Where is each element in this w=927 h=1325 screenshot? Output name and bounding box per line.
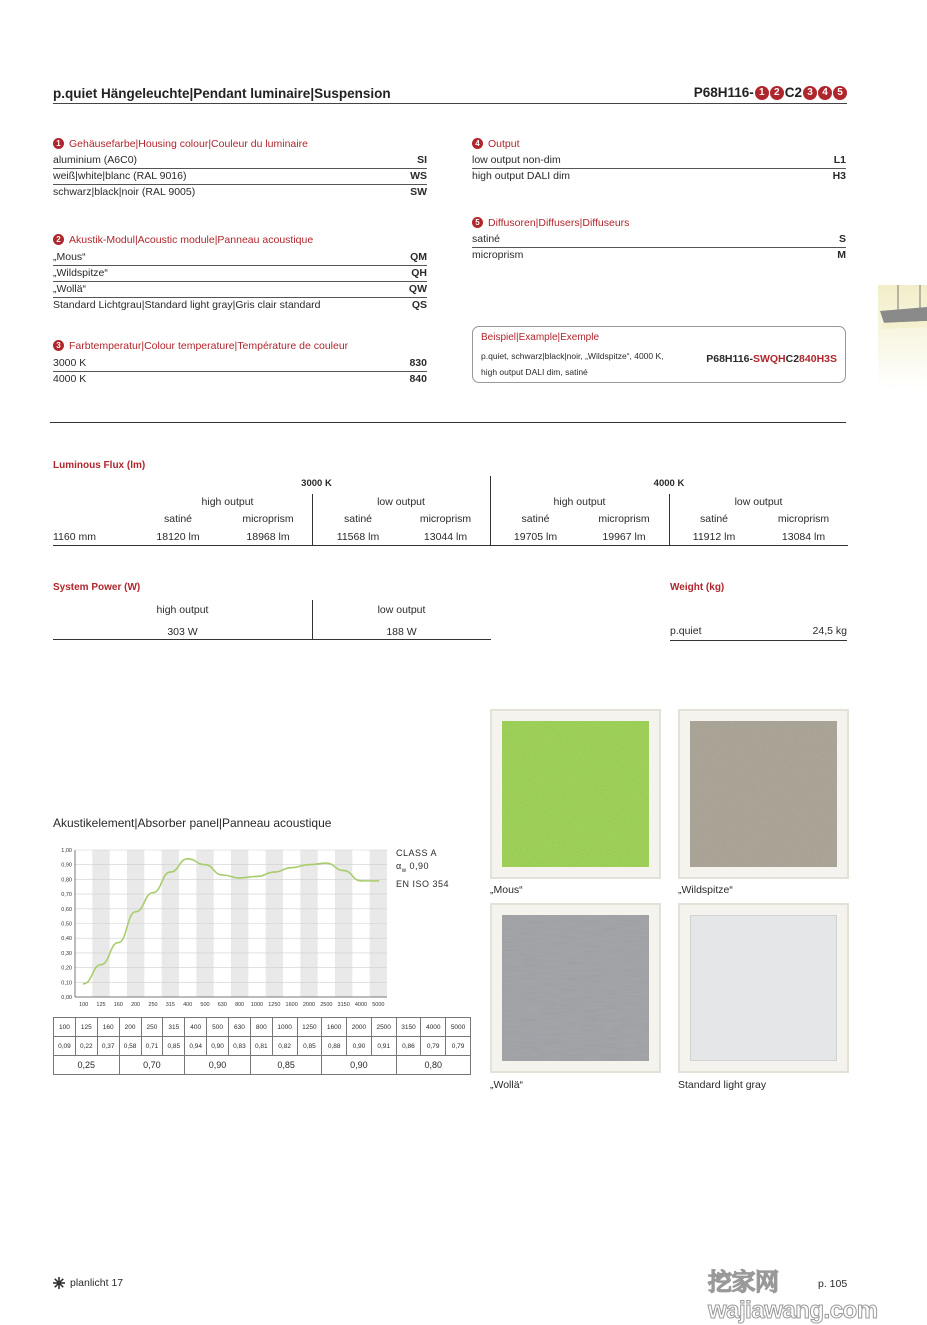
flux-value: 11568 lm: [336, 531, 380, 543]
page-title: p.quiet Hängeleuchte|Pendant luminaire|Suspension: [53, 86, 391, 101]
data-point: [83, 983, 85, 985]
option-row: [53, 266, 427, 282]
flux-low-4000: low output: [734, 496, 783, 508]
freq-cell: 2000: [347, 1018, 372, 1037]
section-divider: [50, 422, 846, 423]
acoustic-module-section: [53, 234, 427, 313]
colour-temp-title: Farbtemperatur|Colour temperature|Température de couleur: [69, 340, 349, 352]
data-point: [135, 911, 137, 913]
luminaire-thumbnail: [878, 285, 927, 390]
power-table: [53, 600, 491, 640]
wolla-texture: [502, 915, 649, 1061]
freq-cell: 500: [207, 1018, 229, 1037]
data-point: [221, 874, 223, 876]
flux-col-satine: satiné: [343, 513, 373, 525]
diffusers-section: [472, 217, 846, 263]
caption-mous: „Mous“: [490, 884, 523, 896]
example-code-d: 840H3S: [799, 353, 837, 365]
flux-col-microprism: microprism: [598, 513, 650, 525]
option-row: [53, 250, 427, 266]
code-num-4: 4: [818, 86, 832, 100]
option-code: 830: [409, 357, 427, 369]
swatch-wolla: [490, 903, 661, 1073]
code-num-5: 5: [833, 86, 847, 100]
example-title: Beispiel|Example|Exemple: [481, 332, 600, 343]
y-tick-label: 0,90: [61, 862, 72, 869]
code-num-3: 3: [803, 86, 817, 100]
option-code: SW: [410, 186, 427, 198]
option-code: QM: [410, 251, 427, 263]
mous-texture: [502, 721, 649, 867]
alpha-cell: 0,81: [250, 1037, 272, 1056]
flux-table: [53, 476, 848, 546]
flux-value: 13084 lm: [781, 531, 826, 543]
flux-col-satine: satiné: [163, 513, 193, 525]
alpha-cell: 0,91: [371, 1037, 396, 1056]
power-high-value: 303 W: [167, 626, 198, 638]
section-num-1: 1: [53, 138, 64, 149]
brand-logo-icon: [53, 1277, 65, 1289]
swatch-wildspitze: [678, 709, 849, 879]
option-label: „Wollä“: [53, 283, 87, 295]
footer-brand: [53, 1277, 123, 1289]
data-point: [100, 964, 102, 966]
flux-bottom-rule: [53, 545, 848, 546]
option-row: [472, 232, 846, 248]
y-tick-label: 0,20: [61, 965, 72, 972]
option-label: „Wildspitze“: [53, 267, 108, 279]
option-code: QS: [411, 299, 427, 311]
freq-cell: 100: [54, 1018, 76, 1037]
alpha-cell: 0,85: [297, 1037, 322, 1056]
code-num-2: 2: [770, 86, 784, 100]
data-point: [360, 880, 362, 882]
option-code: S: [838, 233, 846, 245]
data-point: [291, 867, 293, 869]
x-tick-label: 800: [235, 1002, 245, 1008]
alpha-cell: 0,83: [229, 1037, 251, 1056]
flux-3000k: 3000 K: [301, 478, 332, 489]
class-line-1: CLASS A: [396, 848, 438, 858]
flux-length: 1160 mm: [53, 531, 96, 543]
freq-cell: 250: [141, 1018, 163, 1037]
section-num-4: 4: [472, 138, 483, 149]
y-tick-label: 1,00: [61, 848, 72, 854]
octave-cell: 0,70: [119, 1056, 185, 1075]
alpha-cell: 0,86: [396, 1037, 421, 1056]
freq-cell: 630: [229, 1018, 251, 1037]
freq-row: [54, 1018, 471, 1037]
section-num-2: 2: [53, 234, 64, 245]
freq-cell: 1600: [322, 1018, 347, 1037]
option-label: satiné: [472, 233, 501, 245]
flux-col-satine: satiné: [699, 513, 729, 525]
output-heading: [472, 138, 846, 150]
class-line-3: EN ISO 354: [396, 878, 450, 889]
freq-cell: 1250: [297, 1018, 322, 1037]
flux-4000k: 4000 K: [653, 478, 685, 489]
freq-cell: 5000: [446, 1018, 471, 1037]
data-point: [377, 880, 379, 882]
data-point: [117, 942, 119, 944]
option-code: SI: [417, 154, 427, 166]
weight-row: [670, 625, 847, 641]
caption-wildspitze: „Wildspitze“: [678, 884, 733, 896]
example-box: [472, 326, 846, 383]
option-row: [53, 298, 427, 313]
example-line-1: p.quiet, schwarz|black|noir, „Wildspitze“, 4000 K,: [481, 351, 664, 361]
watermark: 挖家网 wajiawang.com: [708, 1269, 878, 1324]
acoustic-chart-title: Akustikelement|Absorber panel|Panneau acoustique: [53, 816, 332, 830]
octave-cell: 0,25: [54, 1056, 120, 1075]
y-tick-label: 0,70: [61, 892, 72, 899]
option-row: [53, 169, 427, 185]
option-row: [53, 185, 427, 200]
alpha-cell: 0,37: [97, 1037, 119, 1056]
option-label: 4000 K: [53, 373, 87, 385]
x-tick-label: 100: [79, 1002, 89, 1008]
class-line-2: [396, 860, 449, 878]
data-point: [152, 892, 154, 894]
option-code: QH: [411, 267, 427, 279]
swatch-mous: [490, 709, 661, 879]
weight-value: 24,5 kg: [812, 625, 847, 637]
x-tick-label: 5000: [372, 1002, 385, 1008]
power-bottom-rule: [53, 639, 491, 640]
example-code: [706, 353, 837, 365]
x-tick-label: 4000: [354, 1002, 368, 1008]
data-point: [273, 871, 275, 873]
x-tick-label: 1000: [250, 1002, 264, 1008]
y-tick-label: 0,60: [61, 906, 72, 913]
colour-temp-section: [53, 340, 427, 387]
example-text: [481, 348, 711, 380]
octave-cell: 0,80: [396, 1056, 470, 1075]
option-row: [472, 153, 846, 169]
flux-value: 13044 lm: [423, 531, 468, 543]
output-title: Output: [488, 138, 520, 150]
alpha-cell: 0,90: [347, 1037, 372, 1056]
weight-title: Weight (kg): [670, 582, 725, 593]
flux-value: 18120 lm: [156, 531, 200, 543]
option-code: M: [837, 249, 846, 261]
option-label: low output non-dim: [472, 154, 561, 166]
alpha-cell: 0,58: [119, 1037, 141, 1056]
wildspitze-texture: [690, 721, 837, 867]
data-point: [308, 864, 310, 866]
section-num-3: 3: [53, 340, 64, 351]
alpha-value: 0,90: [406, 861, 430, 871]
freq-cell: 2500: [371, 1018, 396, 1037]
option-code: 840: [409, 373, 427, 385]
code-num-1: 1: [755, 86, 769, 100]
data-point: [187, 858, 189, 860]
flux-col-microprism: microprism: [242, 513, 294, 525]
output-section: [472, 138, 846, 184]
option-code: H3: [832, 170, 846, 182]
swatch-standard: [678, 903, 849, 1073]
y-tick-label: 0,30: [61, 950, 72, 957]
alpha-cell: 0,22: [75, 1037, 97, 1056]
option-label: Standard Lichtgrau|Standard light gray|Gris clair standard: [53, 299, 321, 311]
option-code: L1: [833, 154, 846, 166]
standard-texture: [690, 915, 837, 1061]
y-tick-label: 0,50: [61, 921, 72, 928]
absorption-table: [53, 1017, 471, 1075]
x-tick-label: 200: [131, 1002, 141, 1008]
option-code: WS: [410, 170, 427, 182]
option-code: QW: [408, 283, 427, 295]
alpha-row: [54, 1037, 471, 1056]
section-num-5: 5: [472, 217, 483, 228]
y-tick-label: 0,10: [61, 980, 72, 987]
flux-low-3000: low output: [377, 496, 425, 508]
option-label: „Mous“: [53, 251, 86, 263]
x-tick-label: 250: [148, 1002, 158, 1008]
power-high-label: high output: [156, 604, 209, 616]
y-tick-label: 0,40: [61, 936, 72, 943]
product-code: [694, 85, 847, 100]
freq-cell: 1000: [272, 1018, 297, 1037]
x-tick-label: 125: [96, 1002, 106, 1008]
alpha-cell: 0,71: [141, 1037, 163, 1056]
alpha-cell: 0,88: [322, 1037, 347, 1056]
power-low-value: 188 W: [386, 626, 417, 638]
page-number: p. 105: [818, 1278, 848, 1290]
alpha-cell: 0,79: [421, 1037, 446, 1056]
alpha-symbol: α: [396, 861, 402, 871]
octave-cell: 0,90: [322, 1056, 396, 1075]
option-label: aluminium (A6C0): [53, 154, 138, 166]
x-tick-label: 160: [113, 1002, 123, 1008]
caption-standard: Standard light gray: [678, 1079, 767, 1091]
absorption-chart: [53, 845, 398, 1010]
option-row: [53, 153, 427, 169]
alpha-cell: 0,09: [54, 1037, 76, 1056]
option-label: 3000 K: [53, 357, 87, 369]
power-title: System Power (W): [53, 582, 141, 593]
example-code-a: P68H116-: [706, 353, 753, 365]
freq-cell: 315: [163, 1018, 185, 1037]
flux-col-satine: satiné: [521, 513, 550, 525]
flux-value: 19967 lm: [602, 531, 646, 543]
housing-section: [53, 138, 427, 200]
freq-cell: 3150: [396, 1018, 421, 1037]
x-tick-label: 1600: [285, 1002, 298, 1008]
freq-cell: 4000: [421, 1018, 446, 1037]
option-row: [472, 169, 846, 184]
flux-col-microprism: microprism: [777, 513, 830, 525]
flux-value: 18968 lm: [246, 531, 290, 543]
x-tick-label: 2500: [320, 1002, 333, 1008]
x-tick-label: 315: [165, 1002, 175, 1008]
flux-high-4000: high output: [553, 496, 606, 508]
example-code-b: SWQH: [752, 353, 786, 365]
flux-value: 19705 lm: [513, 531, 558, 543]
caption-wolla: „Wollä“: [490, 1079, 524, 1091]
alpha-cell: 0,85: [163, 1037, 185, 1056]
colour-temp-heading: [53, 340, 427, 352]
option-row: [53, 356, 427, 372]
x-tick-label: 500: [200, 1002, 210, 1008]
data-point: [343, 870, 345, 872]
example-line-2: high output DALI dim, satiné: [481, 367, 588, 377]
freq-cell: 125: [75, 1018, 97, 1037]
freq-cell: 200: [119, 1018, 141, 1037]
octave-cell: 0,90: [185, 1056, 251, 1075]
diffusers-heading: [472, 217, 846, 229]
data-point: [169, 871, 171, 873]
alpha-sub: w: [401, 867, 407, 874]
flux-title: Luminous Flux (lm): [53, 460, 146, 471]
data-point: [204, 864, 206, 866]
x-tick-label: 1250: [268, 1002, 281, 1008]
example-code-c: C2: [785, 353, 800, 365]
weight-label: p.quiet: [670, 625, 702, 637]
y-tick-label: 0,80: [61, 877, 72, 884]
header-rule: [53, 103, 847, 104]
y-tick-label: 0,00: [61, 995, 72, 1001]
housing-title: Gehäusefarbe|Housing colour|Couleur du luminaire: [69, 138, 308, 150]
option-label: microprism: [472, 249, 524, 261]
octave-row: [54, 1056, 471, 1075]
octave-cell: 0,85: [250, 1056, 321, 1075]
power-low-label: low output: [377, 604, 426, 616]
freq-cell: 160: [97, 1018, 119, 1037]
x-tick-label: 3150: [337, 1002, 350, 1008]
option-label: schwarz|black|noir (RAL 9005): [53, 186, 196, 198]
data-point: [256, 876, 258, 878]
option-row: [53, 372, 427, 387]
alpha-cell: 0,90: [207, 1037, 229, 1056]
product-code-prefix: P68H116-: [693, 85, 754, 100]
x-tick-label: 2000: [302, 1002, 316, 1008]
option-row: [472, 248, 846, 263]
product-code-mid: C2: [784, 85, 802, 100]
data-point: [239, 877, 241, 879]
class-label: [396, 847, 449, 891]
x-tick-label: 630: [217, 1002, 227, 1008]
acoustic-module-heading: [53, 234, 427, 246]
alpha-cell: 0,79: [446, 1037, 471, 1056]
flux-col-microprism: microprism: [419, 513, 472, 525]
option-label: weiß|white|blanc (RAL 9016): [53, 170, 187, 182]
flux-value: 11912 lm: [692, 531, 736, 543]
option-label: high output DALI dim: [472, 170, 571, 182]
freq-cell: 800: [250, 1018, 272, 1037]
x-tick-label: 400: [183, 1002, 193, 1008]
acoustic-module-title: Akustik-Modul|Acoustic module|Panneau acoustique: [69, 234, 314, 246]
flux-high-3000: high output: [201, 496, 254, 508]
option-row: [53, 282, 427, 298]
diffusers-title: Diffusoren|Diffusers|Diffuseurs: [488, 217, 630, 229]
freq-cell: 400: [185, 1018, 207, 1037]
alpha-cell: 0,94: [185, 1037, 207, 1056]
data-point: [325, 862, 327, 864]
alpha-cell: 0,82: [272, 1037, 297, 1056]
housing-heading: [53, 138, 427, 150]
footer-brand-text: planlicht 17: [70, 1277, 124, 1289]
